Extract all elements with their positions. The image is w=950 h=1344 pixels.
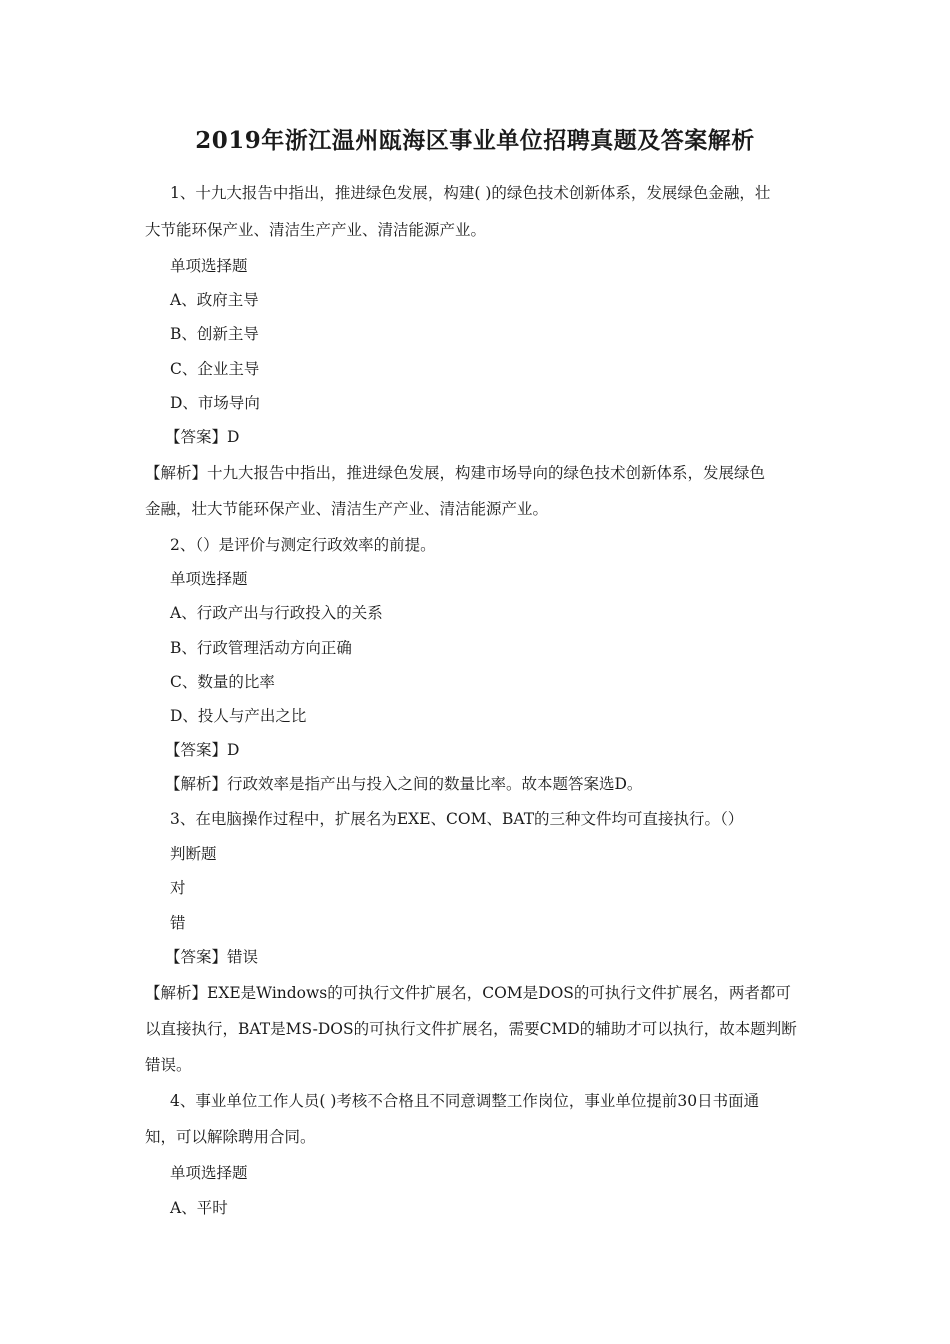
- question-1-option-b: B、创新主导: [170, 325, 259, 343]
- question-4-type: 单项选择题: [170, 1164, 248, 1182]
- question-2-option-b: B、行政管理活动方向正确: [170, 639, 352, 657]
- question-3-analysis-line-2: 以直接执行，BAT是MS-DOS的可执行文件扩展名，需要CMD的辅助才可以执行，故本题判断: [145, 1020, 797, 1038]
- question-3-stem-line-1: 3、在电脑操作过程中，扩展名为EXE、COM、BAT的三种文件均可直接执行。（）: [170, 810, 744, 828]
- question-4-stem-line-2: 知，可以解除聘用合同。: [145, 1128, 316, 1146]
- question-2-stem-line-1: 2、（）是评价与测定行政效率的前提。: [170, 536, 436, 554]
- question-2-option-d: D、投人与产出之比: [170, 707, 307, 725]
- document-title: 2019年浙江温州瓯海区事业单位招聘真题及答案解析: [195, 127, 755, 154]
- question-2-analysis-line-1: 【解析】行政效率是指产出与投入之间的数量比率。故本题答案选D。: [165, 775, 643, 793]
- question-1-option-a: A、政府主导: [170, 291, 259, 309]
- question-2-option-a: A、行政产出与行政投入的关系: [170, 604, 383, 622]
- question-3-analysis-line-1: 【解析】EXE是Windows的可执行文件扩展名，COM是DOS的可执行文件扩展名，两者都可: [145, 984, 791, 1002]
- question-1-stem-line-1: 1、十九大报告中指出，推进绿色发展，构建( )的绿色技术创新体系，发展绿色金融，壮: [170, 184, 771, 202]
- question-1-analysis-line-2: 金融，壮大节能环保产业、清洁生产产业、清洁能源产业。: [145, 500, 549, 518]
- question-1-answer: 【答案】D: [165, 428, 240, 446]
- question-4-stem-line-1: 4、事业单位工作人员( )考核不合格且不同意调整工作岗位，事业单位提前30日书面通: [170, 1092, 760, 1110]
- question-3-type: 判断题: [170, 845, 217, 863]
- question-3-analysis-line-3: 错误。: [145, 1056, 192, 1074]
- question-1-option-c: C、企业主导: [170, 360, 260, 378]
- question-2-answer: 【答案】D: [165, 741, 240, 759]
- question-2-option-c: C、数量的比率: [170, 673, 275, 691]
- question-3-option-true: 对: [170, 879, 186, 897]
- question-2-type: 单项选择题: [170, 570, 248, 588]
- question-1-analysis-line-1: 【解析】十九大报告中指出，推进绿色发展，构建市场导向的绿色技术创新体系，发展绿色: [145, 464, 766, 482]
- question-3-answer: 【答案】错误: [165, 948, 259, 966]
- question-4-option-a: A、平时: [170, 1199, 228, 1217]
- question-1-option-d: D、市场导向: [170, 394, 260, 412]
- question-1-stem-line-2: 大节能环保产业、清洁生产产业、清洁能源产业。: [145, 221, 487, 239]
- question-1-type: 单项选择题: [170, 257, 248, 275]
- question-3-option-false: 错: [170, 914, 186, 932]
